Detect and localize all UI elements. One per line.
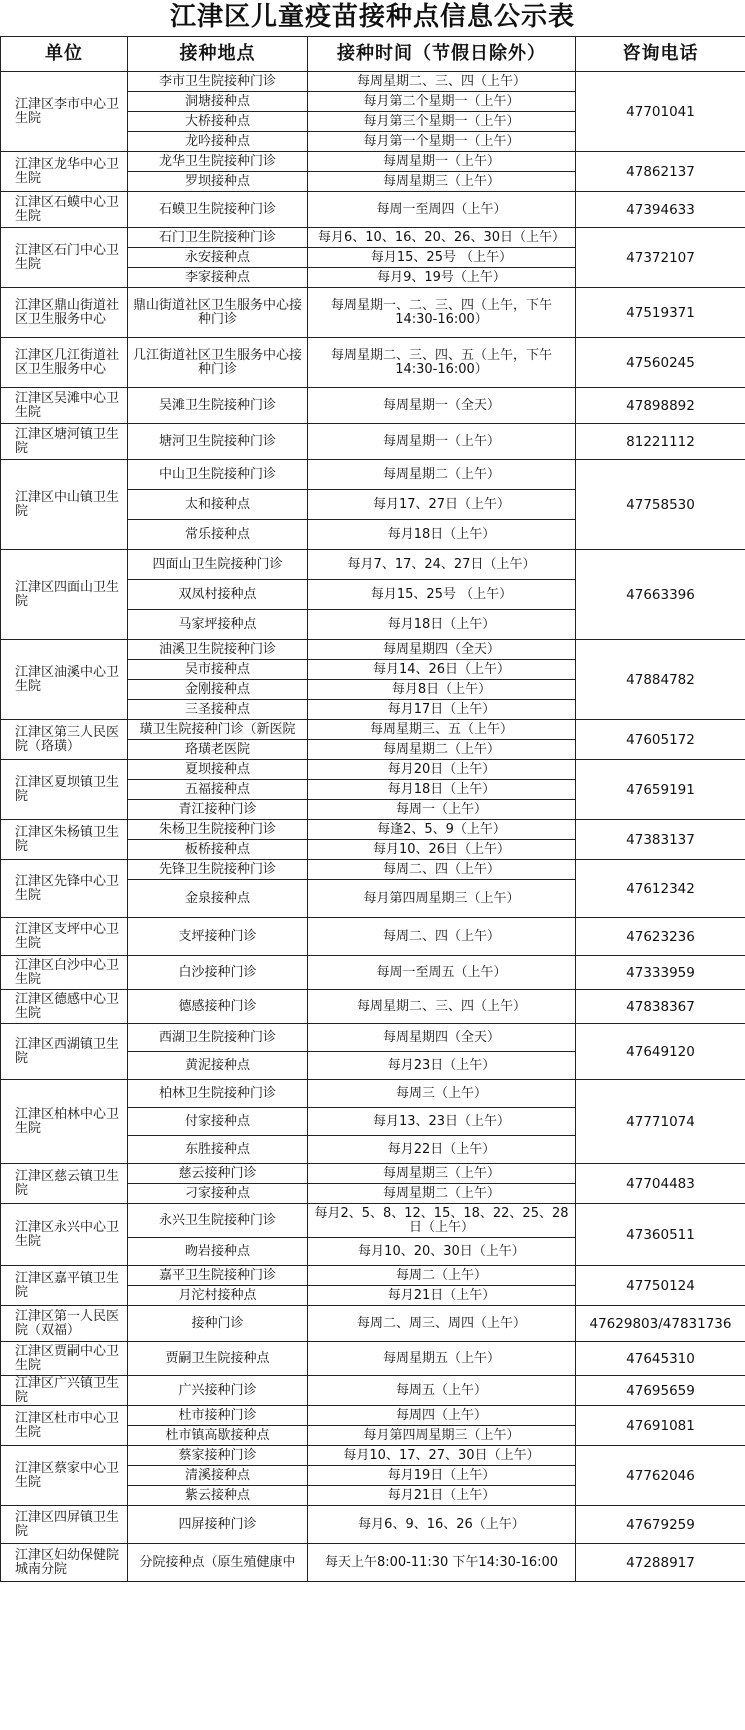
unit-cell: 江津区塘河镇卫生院 bbox=[1, 424, 128, 460]
time-cell: 每月7、17、24、27日（上午） bbox=[308, 550, 576, 580]
location-cell: 杜市镇高歇接种点 bbox=[128, 1426, 308, 1446]
time-cell: 每月第二个星期一（上午） bbox=[308, 92, 576, 112]
table-row bbox=[1, 338, 745, 388]
unit-cell: 江津区蔡家中心卫生院 bbox=[1, 1446, 128, 1506]
phone-cell: 47645310 bbox=[576, 1342, 745, 1376]
unit-cell: 江津区鼎山街道社区卫生服务中心 bbox=[1, 288, 128, 338]
table-row bbox=[1, 918, 745, 956]
table-row bbox=[1, 990, 745, 1024]
time-cell: 每月18日（上午） bbox=[308, 520, 576, 550]
location-cell: 五福接种点 bbox=[128, 780, 308, 800]
time-cell: 每月10、20、30日（上午） bbox=[308, 1238, 576, 1266]
table-row bbox=[1, 1024, 745, 1052]
time-cell: 每月第三个星期一（上午） bbox=[308, 112, 576, 132]
table-row bbox=[1, 72, 745, 92]
time-cell: 每周星期一、二、三、四（上午，下午14:30-16:00） bbox=[308, 288, 576, 338]
phone-cell: 47898892 bbox=[576, 388, 745, 424]
location-cell: 紫云接种点 bbox=[128, 1486, 308, 1506]
location-cell: 黄泥接种点 bbox=[128, 1052, 308, 1080]
time-cell: 每周星期一（上午） bbox=[308, 424, 576, 460]
time-cell: 每月19日（上午） bbox=[308, 1466, 576, 1486]
location-cell: 板桥接种点 bbox=[128, 840, 308, 860]
time-cell: 每周星期三（上午） bbox=[308, 1164, 576, 1184]
unit-cell: 江津区白沙中心卫生院 bbox=[1, 956, 128, 990]
table-row bbox=[1, 388, 745, 424]
table-row bbox=[1, 228, 745, 248]
table-row bbox=[1, 152, 745, 172]
time-cell: 每周星期二（上午） bbox=[308, 740, 576, 760]
phone-cell: 47333959 bbox=[576, 956, 745, 990]
location-cell: 四面山卫生院接种门诊 bbox=[128, 550, 308, 580]
phone-cell: 47704483 bbox=[576, 1164, 745, 1204]
location-cell: 马家坪接种点 bbox=[128, 610, 308, 640]
location-cell: 清溪接种点 bbox=[128, 1466, 308, 1486]
phone-cell: 47701041 bbox=[576, 72, 745, 152]
time-cell: 每周星期四（全天） bbox=[308, 640, 576, 660]
location-cell: 三圣接种点 bbox=[128, 700, 308, 720]
location-cell: 朱杨卫生院接种门诊 bbox=[128, 820, 308, 840]
location-cell: 东胜接种点 bbox=[128, 1136, 308, 1164]
unit-cell: 江津区吴滩中心卫生院 bbox=[1, 388, 128, 424]
location-cell: 大桥接种点 bbox=[128, 112, 308, 132]
location-cell: 龙华卫生院接种门诊 bbox=[128, 152, 308, 172]
time-cell: 每月18日（上午） bbox=[308, 610, 576, 640]
page-title: 江津区儿童疫苗接种点信息公示表 bbox=[169, 2, 575, 32]
location-cell: 夏坝接种点 bbox=[128, 760, 308, 780]
table-row bbox=[1, 192, 745, 228]
time-cell: 每月第四周星期三（上午） bbox=[308, 880, 576, 918]
location-cell: 西湖卫生院接种门诊 bbox=[128, 1024, 308, 1052]
location-cell: 罗坝接种点 bbox=[128, 172, 308, 192]
phone-cell: 47383137 bbox=[576, 820, 745, 860]
unit-cell: 江津区油溪中心卫生院 bbox=[1, 640, 128, 720]
header-unit: 单位 bbox=[1, 37, 128, 72]
time-cell: 每周星期一（上午） bbox=[308, 152, 576, 172]
phone-cell: 47695659 bbox=[576, 1376, 745, 1406]
location-cell: 永安接种点 bbox=[128, 248, 308, 268]
phone-cell: 47679259 bbox=[576, 1506, 745, 1544]
location-cell: 支坪接种门诊 bbox=[128, 918, 308, 956]
time-cell: 每周星期二、三、四（上午） bbox=[308, 990, 576, 1024]
time-cell: 每月23日（上午） bbox=[308, 1052, 576, 1080]
location-cell: 双凤村接种点 bbox=[128, 580, 308, 610]
table-row bbox=[1, 1544, 745, 1582]
phone-cell: 47519371 bbox=[576, 288, 745, 338]
table-row bbox=[1, 1446, 745, 1466]
time-cell: 每周星期二（上午） bbox=[308, 460, 576, 490]
location-cell: 杜市接种门诊 bbox=[128, 1406, 308, 1426]
location-cell: 永兴卫生院接种门诊 bbox=[128, 1204, 308, 1238]
phone-cell: 47750124 bbox=[576, 1266, 745, 1306]
time-cell: 每周四（上午） bbox=[308, 1406, 576, 1426]
location-cell: 金泉接种点 bbox=[128, 880, 308, 918]
table-row bbox=[1, 720, 745, 740]
location-cell: 几江街道社区卫生服务中心接种门诊 bbox=[128, 338, 308, 388]
unit-cell: 江津区中山镇卫生院 bbox=[1, 460, 128, 550]
time-cell: 每月9、19号（上午） bbox=[308, 268, 576, 288]
location-cell: 刁家接种点 bbox=[128, 1184, 308, 1204]
phone-cell: 47691081 bbox=[576, 1406, 745, 1446]
location-cell: 石蟆卫生院接种门诊 bbox=[128, 192, 308, 228]
time-cell: 每月17、27日（上午） bbox=[308, 490, 576, 520]
unit-cell: 江津区支坪中心卫生院 bbox=[1, 918, 128, 956]
time-cell: 每月14、26日（上午） bbox=[308, 660, 576, 680]
time-cell: 每周一（上午） bbox=[308, 800, 576, 820]
phone-cell: 47663396 bbox=[576, 550, 745, 640]
location-cell: 太和接种点 bbox=[128, 490, 308, 520]
phone-cell: 47771074 bbox=[576, 1080, 745, 1164]
time-cell: 每周三（上午） bbox=[308, 1080, 576, 1108]
location-cell: 慈云接种门诊 bbox=[128, 1164, 308, 1184]
time-cell: 每周星期一（全天） bbox=[308, 388, 576, 424]
time-cell: 每月21日（上午） bbox=[308, 1286, 576, 1306]
time-cell: 每月20日（上午） bbox=[308, 760, 576, 780]
unit-cell: 江津区第三人民医院（珞璜） bbox=[1, 720, 128, 760]
location-cell: 分院接种点（原生殖健康中 bbox=[128, 1544, 308, 1582]
phone-cell: 47862137 bbox=[576, 152, 745, 192]
location-cell: 吴市接种点 bbox=[128, 660, 308, 680]
table-row bbox=[1, 1164, 745, 1184]
unit-cell: 江津区嘉平镇卫生院 bbox=[1, 1266, 128, 1306]
table-row bbox=[1, 550, 745, 580]
phone-cell: 47394633 bbox=[576, 192, 745, 228]
time-cell: 每周星期二、三、四（上午） bbox=[308, 72, 576, 92]
unit-cell: 江津区李市中心卫生院 bbox=[1, 72, 128, 152]
phone-cell: 47288917 bbox=[576, 1544, 745, 1582]
unit-cell: 江津区石蟆中心卫生院 bbox=[1, 192, 128, 228]
time-cell: 每周星期四（全天） bbox=[308, 1024, 576, 1052]
time-cell: 每月15、25号 （上午） bbox=[308, 248, 576, 268]
time-cell: 每月8日（上午） bbox=[308, 680, 576, 700]
phone-cell: 81221112 bbox=[576, 424, 745, 460]
phone-cell: 47659191 bbox=[576, 760, 745, 820]
table-row bbox=[1, 1080, 745, 1108]
location-cell: 月沱村接种点 bbox=[128, 1286, 308, 1306]
location-cell: 嘉平卫生院接种门诊 bbox=[128, 1266, 308, 1286]
table-row bbox=[1, 460, 745, 490]
unit-cell: 江津区朱杨镇卫生院 bbox=[1, 820, 128, 860]
time-cell: 每月18日（上午） bbox=[308, 780, 576, 800]
table-row bbox=[1, 820, 745, 840]
table-row bbox=[1, 956, 745, 990]
time-cell: 每周五（上午） bbox=[308, 1376, 576, 1406]
header-time: 接种时间（节假日除外） bbox=[308, 37, 576, 72]
time-cell: 每月17日（上午） bbox=[308, 700, 576, 720]
location-cell: 珞璜老医院 bbox=[128, 740, 308, 760]
time-cell: 每周二（上午） bbox=[308, 1266, 576, 1286]
unit-cell: 江津区德感中心卫生院 bbox=[1, 990, 128, 1024]
unit-cell: 江津区西湖镇卫生院 bbox=[1, 1024, 128, 1080]
unit-cell: 江津区先锋中心卫生院 bbox=[1, 860, 128, 918]
unit-cell: 江津区四面山卫生院 bbox=[1, 550, 128, 640]
header-phone: 咨询电话 bbox=[576, 37, 745, 72]
unit-cell: 江津区广兴镇卫生院 bbox=[1, 1376, 128, 1406]
table-row bbox=[1, 1342, 745, 1376]
location-cell: 贾嗣卫生院接种点 bbox=[128, 1342, 308, 1376]
table-row bbox=[1, 424, 745, 460]
location-cell: 蔡家接种门诊 bbox=[128, 1446, 308, 1466]
time-cell: 每周一至周五（上午） bbox=[308, 956, 576, 990]
location-cell: 中山卫生院接种门诊 bbox=[128, 460, 308, 490]
vaccination-table bbox=[0, 36, 745, 1582]
unit-cell: 江津区石门中心卫生院 bbox=[1, 228, 128, 288]
location-cell: 四屏接种门诊 bbox=[128, 1506, 308, 1544]
unit-cell: 江津区四屏镇卫生院 bbox=[1, 1506, 128, 1544]
time-cell: 每周一至周四（上午） bbox=[308, 192, 576, 228]
time-cell: 每周二、周三、周四（上午） bbox=[308, 1306, 576, 1342]
time-cell: 每月22日（上午） bbox=[308, 1136, 576, 1164]
unit-cell: 江津区杜市中心卫生院 bbox=[1, 1406, 128, 1446]
header-row bbox=[1, 37, 745, 72]
unit-cell: 江津区贾嗣中心卫生院 bbox=[1, 1342, 128, 1376]
unit-cell: 江津区妇幼保健院城南分院 bbox=[1, 1544, 128, 1582]
phone-cell: 47762046 bbox=[576, 1446, 745, 1506]
location-cell: 白沙接种门诊 bbox=[128, 956, 308, 990]
unit-cell: 江津区永兴中心卫生院 bbox=[1, 1204, 128, 1266]
header-location: 接种地点 bbox=[128, 37, 308, 72]
time-cell: 每月13、23日（上午） bbox=[308, 1108, 576, 1136]
time-cell: 每周星期三（上午） bbox=[308, 172, 576, 192]
time-cell: 每月2、5、8、12、15、18、22、25、28日（上午） bbox=[308, 1204, 576, 1238]
time-cell: 每月第四周星期三（上午） bbox=[308, 1426, 576, 1446]
phone-cell: 47629803/47831736 bbox=[576, 1306, 745, 1342]
location-cell: 李市卫生院接种门诊 bbox=[128, 72, 308, 92]
phone-cell: 47612342 bbox=[576, 860, 745, 918]
table-row bbox=[1, 1376, 745, 1406]
table-row bbox=[1, 1406, 745, 1426]
phone-cell: 47560245 bbox=[576, 338, 745, 388]
table-row bbox=[1, 288, 745, 338]
unit-cell: 江津区慈云镇卫生院 bbox=[1, 1164, 128, 1204]
time-cell: 每周星期三、五（上午） bbox=[308, 720, 576, 740]
phone-cell: 47623236 bbox=[576, 918, 745, 956]
table-row bbox=[1, 1306, 745, 1342]
time-cell: 每周星期五（上午） bbox=[308, 1342, 576, 1376]
table-row bbox=[1, 1204, 745, 1238]
phone-cell: 47758530 bbox=[576, 460, 745, 550]
location-cell: 昒岩接种点 bbox=[128, 1238, 308, 1266]
phone-cell: 47360511 bbox=[576, 1204, 745, 1266]
location-cell: 石门卫生院接种门诊 bbox=[128, 228, 308, 248]
location-cell: 鼎山街道社区卫生服务中心接种门诊 bbox=[128, 288, 308, 338]
location-cell: 接种门诊 bbox=[128, 1306, 308, 1342]
table-row bbox=[1, 1266, 745, 1286]
time-cell: 每周二、四（上午） bbox=[308, 860, 576, 880]
time-cell: 每月6、10、16、20、26、30日（上午） bbox=[308, 228, 576, 248]
time-cell: 每天上午8:00-11:30 下午14:30-16:00 bbox=[308, 1544, 576, 1582]
table-row bbox=[1, 640, 745, 660]
table-row bbox=[1, 1506, 745, 1544]
time-cell: 每周星期二（上午） bbox=[308, 1184, 576, 1204]
time-cell: 每周二、四（上午） bbox=[308, 918, 576, 956]
location-cell: 德感接种门诊 bbox=[128, 990, 308, 1024]
time-cell: 每月15、25号 （上午） bbox=[308, 580, 576, 610]
location-cell: 柏林卫生院接种门诊 bbox=[128, 1080, 308, 1108]
time-cell: 每周星期二、三、四、五（上午，下午14:30-16:00） bbox=[308, 338, 576, 388]
location-cell: 李家接种点 bbox=[128, 268, 308, 288]
unit-cell: 江津区夏坝镇卫生院 bbox=[1, 760, 128, 820]
time-cell: 每月10、26日（上午） bbox=[308, 840, 576, 860]
table-row bbox=[1, 860, 745, 880]
table-row bbox=[1, 760, 745, 780]
time-cell: 每月6、9、16、26（上午） bbox=[308, 1506, 576, 1544]
phone-cell: 47884782 bbox=[576, 640, 745, 720]
location-cell: 常乐接种点 bbox=[128, 520, 308, 550]
time-cell: 每逢2、5、9（上午） bbox=[308, 820, 576, 840]
phone-cell: 47649120 bbox=[576, 1024, 745, 1080]
location-cell: 金刚接种点 bbox=[128, 680, 308, 700]
location-cell: 龙吟接种点 bbox=[128, 132, 308, 152]
unit-cell: 江津区几江街道社区卫生服务中心 bbox=[1, 338, 128, 388]
unit-cell: 江津区第一人民医院（双福） bbox=[1, 1306, 128, 1342]
location-cell: 璜卫生院接种门诊（新医院 bbox=[128, 720, 308, 740]
phone-cell: 47372107 bbox=[576, 228, 745, 288]
time-cell: 每月10、17、27、30日（上午） bbox=[308, 1446, 576, 1466]
location-cell: 油溪卫生院接种门诊 bbox=[128, 640, 308, 660]
phone-cell: 47838367 bbox=[576, 990, 745, 1024]
time-cell: 每月21日（上午） bbox=[308, 1486, 576, 1506]
location-cell: 付家接种点 bbox=[128, 1108, 308, 1136]
location-cell: 塘河卫生院接种门诊 bbox=[128, 424, 308, 460]
time-cell: 每月第一个星期一（上午） bbox=[308, 132, 576, 152]
location-cell: 吴滩卫生院接种门诊 bbox=[128, 388, 308, 424]
location-cell: 先锋卫生院接种门诊 bbox=[128, 860, 308, 880]
unit-cell: 江津区柏林中心卫生院 bbox=[1, 1080, 128, 1164]
location-cell: 洞塘接种点 bbox=[128, 92, 308, 112]
phone-cell: 47605172 bbox=[576, 720, 745, 760]
location-cell: 广兴接种门诊 bbox=[128, 1376, 308, 1406]
location-cell: 青江接种门诊 bbox=[128, 800, 308, 820]
unit-cell: 江津区龙华中心卫生院 bbox=[1, 152, 128, 192]
